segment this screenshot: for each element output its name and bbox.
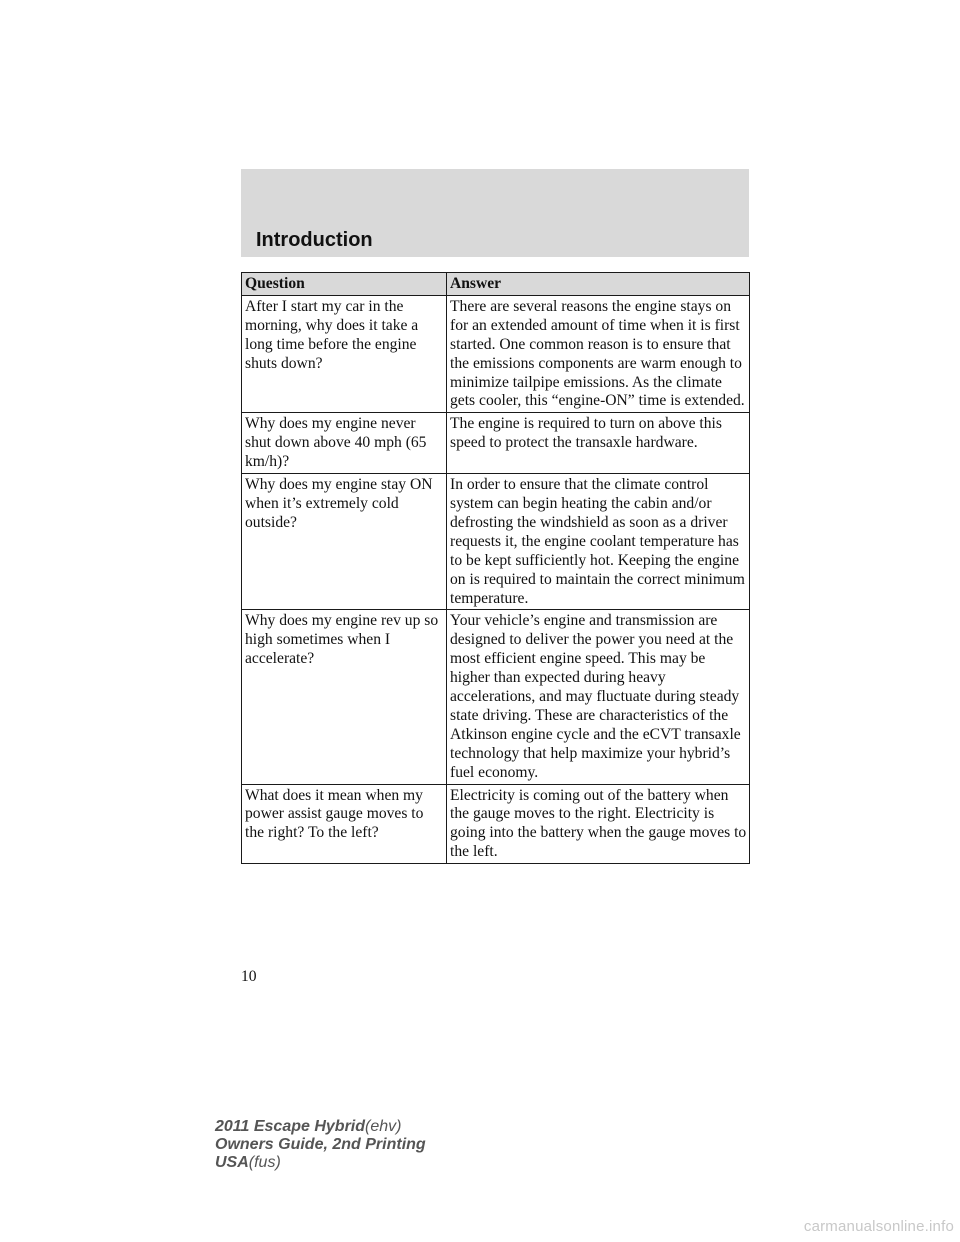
answer-text: In order to ensure that the climate control system can begin heating the cabin and/or defrosting the windshield as soon as a driver requests it, the engine coolant temperature has to be kept sufficiently hot. Keeping the engine on is required to maintain the correct minimum temperature. xyxy=(450,476,745,607)
table-row xyxy=(242,295,750,412)
footer-market: USA xyxy=(215,1154,249,1171)
answer-text: Your vehicle’s engine and transmission are designed to deliver the power you need at the most efficient engine speed. This may be higher than expected during heavy accelerations, and may fluctuate during steady state driving. These are characteristics of the Atkinson engine cycle and the eCVT transaxle technology that help maximize your hybrid’s fuel economy. xyxy=(450,612,741,781)
footer-model-code: (ehv) xyxy=(365,1118,402,1135)
answer-text: The engine is required to turn on above this speed to protect the transaxle hardware. xyxy=(450,415,722,452)
watermark: carmanualsonline.info xyxy=(803,1218,954,1235)
answer-text: There are several reasons the engine stays on for an extended amount of time when it is first started. One common reason is to ensure that the emissions components are warm enough to minimize tailpipe emissions. As the climate gets cooler, this “engine-ON” time is extended. xyxy=(450,297,745,410)
footer-market-code: (fus) xyxy=(248,1154,281,1171)
table-row xyxy=(242,413,750,474)
question-text: What does it mean when my power assist gauge moves to the right? To the left? xyxy=(245,786,424,842)
column-header-answer: Answer xyxy=(447,273,750,296)
section-title: Introduction xyxy=(256,229,373,251)
question-text: Why does my engine stay ON when it’s extremely cold outside? xyxy=(245,476,433,531)
question-text: Why does my engine never shut down above 40 mph (65 km/h)? xyxy=(245,415,427,471)
page-number: 10 xyxy=(241,968,257,985)
footer-line-1 xyxy=(215,1118,426,1136)
footer-line-2 xyxy=(215,1136,426,1154)
answer-cell xyxy=(447,295,750,412)
question-cell xyxy=(242,784,447,864)
question-text: After I start my car in the morning, why does it take a long time before the engine shuts down? xyxy=(245,297,419,372)
answer-text: Electricity is coming out of the battery when the gauge moves to the right. Electricity is going into the battery when the gauge moves to the left. xyxy=(450,786,747,861)
table-row xyxy=(242,474,750,610)
answer-cell xyxy=(447,784,750,864)
footer-guide: Owners Guide, 2nd Printing xyxy=(215,1136,426,1153)
answer-cell xyxy=(447,413,750,474)
faq-table xyxy=(241,272,750,864)
document-footer xyxy=(215,1118,426,1172)
section-header xyxy=(241,169,749,257)
answer-cell xyxy=(447,474,750,610)
question-cell xyxy=(242,474,447,610)
question-cell xyxy=(242,295,447,412)
column-header-question: Question xyxy=(242,273,447,296)
footer-model: 2011 Escape Hybrid xyxy=(215,1118,366,1135)
table-row xyxy=(242,784,750,864)
answer-cell xyxy=(447,610,750,784)
question-cell xyxy=(242,610,447,784)
table-header-row xyxy=(242,273,750,296)
question-cell xyxy=(242,413,447,474)
table-row xyxy=(242,610,750,784)
question-text: Why does my engine rev up so high sometimes when I accelerate? xyxy=(245,612,439,668)
footer-line-3 xyxy=(215,1154,426,1172)
